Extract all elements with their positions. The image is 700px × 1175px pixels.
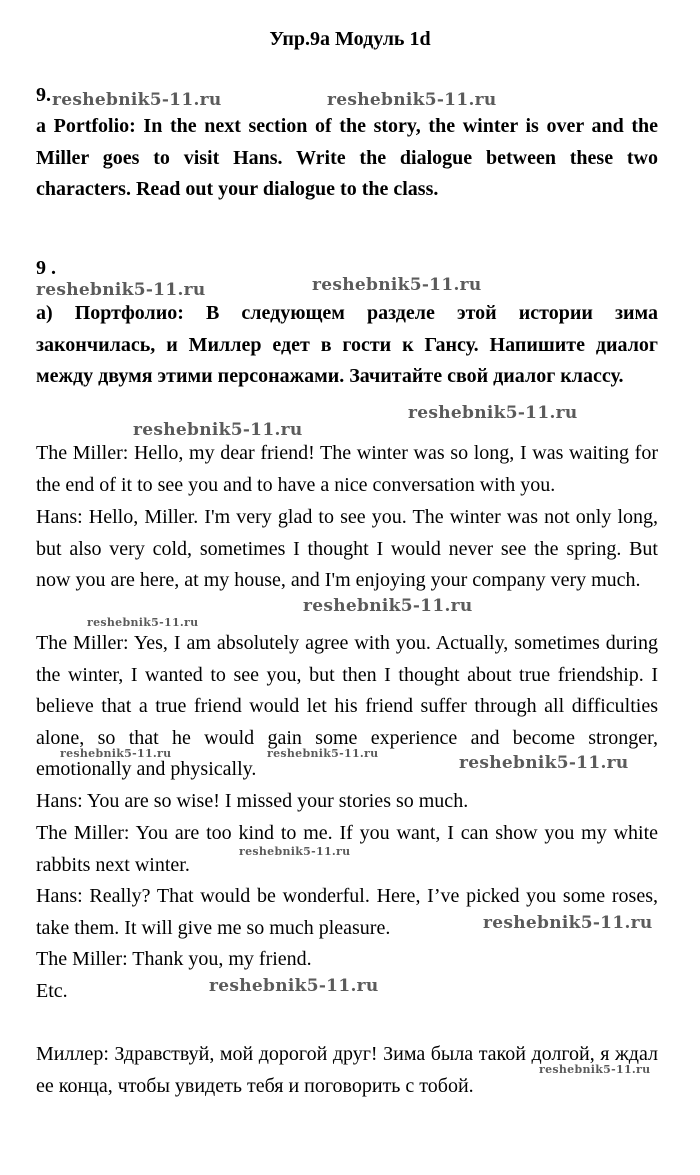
watermark: reshebnik5-11.ru [408,403,578,423]
watermark: reshebnik5-11.ru [87,616,199,629]
exercise-number-en: 9. [36,84,51,106]
watermark: reshebnik5-11.ru [52,90,222,110]
exercise-number-ru: 9 . [36,257,56,279]
exercise-text-en: a Portfolio: In the next section of the story, the winter is over and the Miller goes to visit Hans. Write the dialogue between these two characters. Read out your dialogue to the class. [36,115,658,200]
exercise-text-ru: а) Портфолио: В следующем разделе этой истории зима закончилась, и Миллер едет в гости к Гансу. Напишите диалог между двумя этими персонажами. Зачитайте свой диалог классу. [36,302,658,387]
dialogue-line: Hans: Hello, Miller. I'm very glad to see you. The winter was not only long, but also very cold, sometimes I thought I would never see the spring. But now you are here, at my house, and I'm enjoying your company very much. [36,506,658,591]
dialogue-line: The Miller: Thank you, my friend. [36,948,312,970]
watermark: reshebnik5-11.ru [36,280,206,300]
watermark: reshebnik5-11.ru [312,275,482,295]
dialogue-line: Hans: You are so wise! I missed your stories so much. [36,790,469,812]
dialogue-line: Etc. [36,980,68,1002]
dialogue-line: Hans: Really? That would be wonderful. Here, I’ve picked you some roses, take them. It will give me so much pleasure. [36,885,658,939]
watermark: reshebnik5-11.ru [133,420,303,440]
dialogue-line: The Miller: Hello, my dear friend! The winter was so long, I was waiting for the end of it to see you and to have a nice conversation with you. [36,442,658,496]
dialogue-line: The Miller: Yes, I am absolutely agree with you. Actually, sometimes during the winter, I wanted to see you, but then I thought about true friendship. I believe that a true friend would let his friend suffer through all difficulties alone, so that he would gain some experience and become stronger, emotionally and physically. [36,632,658,780]
watermark: reshebnik5-11.ru [539,1063,651,1076]
dialogue-line: The Miller: You are too kind to me. If you want, I can show you my white rabbits next winter. [36,822,658,876]
watermark: reshebnik5-11.ru [267,747,379,760]
watermark: reshebnik5-11.ru [209,976,379,996]
watermark: reshebnik5-11.ru [459,753,629,773]
watermark: reshebnik5-11.ru [60,747,172,760]
watermark: reshebnik5-11.ru [239,845,351,858]
watermark: reshebnik5-11.ru [303,596,473,616]
watermark: reshebnik5-11.ru [483,913,653,933]
russian-dialogue-line: Миллер: Здравствуй, мой дорогой друг! Зима была такой долгой, я ждал ее конца, чтобы увидеть тебя и поговорить с тобой. [36,1043,658,1097]
watermark: reshebnik5-11.ru [327,90,497,110]
page-title: Упр.9a Модуль 1d [269,28,431,50]
